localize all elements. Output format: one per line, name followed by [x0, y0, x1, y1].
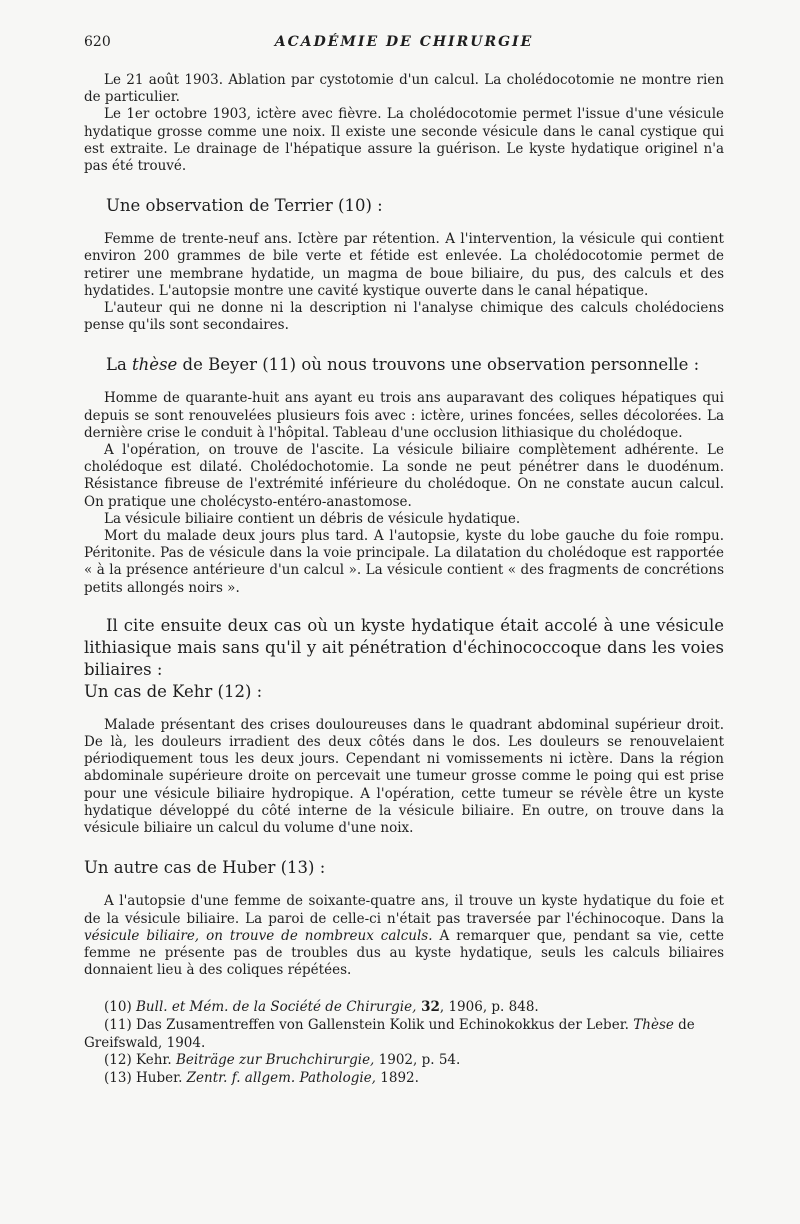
- paragraph: A l'autopsie d'une femme de soixante-quatre ans, il trouve un kyste hydatique du foie et de la vésicule biliaire. La paroi de celle-ci n'était pas traversée par l'échinocoque. Dans la vésicule biliaire, on trouve de nombreux calculs. A remarquer que, pendant sa vie, cette femme ne présente pas de troubles dus au kyste hydatique, seuls les calculs biliaires donnaient lieu à des coliques répétées.: [84, 893, 724, 979]
- section-heading-beyer: La thèse de Beyer (11) où nous trouvons une observation personnelle :: [106, 355, 700, 375]
- case-block-huber: [84, 893, 724, 979]
- case-block-kehr: [84, 717, 724, 837]
- paragraph-cite: Il cite ensuite deux cas où un kyste hydatique était accolé à une vésicule lithiasique mais sans qu'il y ait pénétration d'échinococcoque dans les voies biliaires :: [84, 615, 724, 679]
- paragraph: L'auteur qui ne donne ni la description ni l'analyse chimique des calculs cholédociens pense qu'ils sont secondaires.: [84, 300, 724, 334]
- case-block-terrier: [84, 231, 724, 334]
- running-head: ACADÉMIE DE CHIRURGIE: [274, 34, 534, 50]
- paragraph: Le 21 août 1903. Ablation par cystotomie d'un calcul. La cholédocotomie ne montre rien de particulier.: [84, 72, 724, 106]
- paragraph: Le 1er octobre 1903, ictère avec fièvre. La cholédocotomie permet l'issue d'une vésicule hydatique grosse comme une noix. Il existe une seconde vésicule dans le canal cystique qui est extraite. Le drainage de l'hépatique assure la guérison. Le kyste hydatique originel n'a pas été trouvé.: [84, 106, 724, 175]
- body-text: [84, 72, 724, 1087]
- case-block-beyer: [84, 390, 724, 596]
- paragraph: Homme de quarante-huit ans ayant eu trois ans auparavant des coliques hépatiques qui depuis se sont renouvelées plusieurs fois avec : ictère, urines foncées, selles décolorées. La dernière crise le conduit à l'hôpital. Tableau d'une occlusion lithiasique du cholédoque.: [84, 390, 724, 441]
- paragraph: La vésicule biliaire contient un débris de vésicule hydatique.: [104, 510, 521, 527]
- paragraph: A l'opération, on trouve de l'ascite. La vésicule biliaire complètement adhérente. Le cholédoque est dilaté. Cholédochotomie. La sonde ne peut pénétrer dans le duodénum. Résistance fibreuse de l'extrémité inférieure du cholédoque. On ne constate aucun calcul. On pratique une cholécysto-entéro-anastomose.: [84, 442, 724, 510]
- footnote-11: (11) Das Zusamentreffen von Gallenstein Kolik und Echinokokkus der Leber. Thèse de Greifswald, 1904.: [84, 1016, 695, 1051]
- paragraph: Malade présentant des crises douloureuses dans le quadrant abdominal supérieur droit. De là, les douleurs irradient des deux côtés dans le dos. Les douleurs se renouvelaient périodiquement tous les deux jours. Cependant ni vomissements ni ictère. Dans la région abdominale supérieure droite on percevait une tumeur grosse comme le poing qui est prise pour une vésicule biliaire hydropique. A l'opération, cette tumeur se révèle être un kyste hydatique développé du côté interne de la vésicule biliaire. En outre, on trouve dans la vésicule biliaire un calcul du volume d'une noix.: [84, 716, 724, 837]
- footnotes: [84, 999, 724, 1087]
- footnote-13: (13) Huber. Zentr. f. allgem. Pathologie, 1892.: [104, 1069, 419, 1086]
- page-header: [84, 34, 724, 54]
- footnote-10: (10) Bull. et Mém. de la Société de Chirurgie, 32, 1906, p. 848.: [104, 999, 539, 1016]
- paragraph: Mort du malade deux jours plus tard. A l'autopsie, kyste du lobe gauche du foie rompu. Péritonite. Pas de vésicule dans la voie principale. La dilatation du cholédoque est rapportée « à la présence antérieure d'un calcul ». La vésicule contient « des fragments de concrétions petits allongés noirs ».: [84, 528, 724, 596]
- section-heading-terrier: Une observation de Terrier (10) :: [106, 196, 383, 216]
- paragraph: Femme de trente-neuf ans. Ictère par rétention. A l'intervention, la vésicule qui contient environ 200 grammes de bile verte et fétide est enlevée. La cholédocotomie permet de retirer une membrane hydatide, un magma de boue biliaire, du pus, des calculs et des hydatides. L'autopsie montre une cavité kystique ouverte dans le canal hépatique.: [84, 231, 724, 299]
- page-number: 620: [84, 34, 111, 50]
- section-heading-kehr: Un cas de Kehr (12) :: [84, 681, 263, 701]
- section-heading-huber: Un autre cas de Huber (13) :: [84, 858, 326, 878]
- footnote-12: (12) Kehr. Beiträge zur Bruchchirurgie, 1902, p. 54.: [104, 1052, 461, 1069]
- case-block-1: [84, 72, 724, 175]
